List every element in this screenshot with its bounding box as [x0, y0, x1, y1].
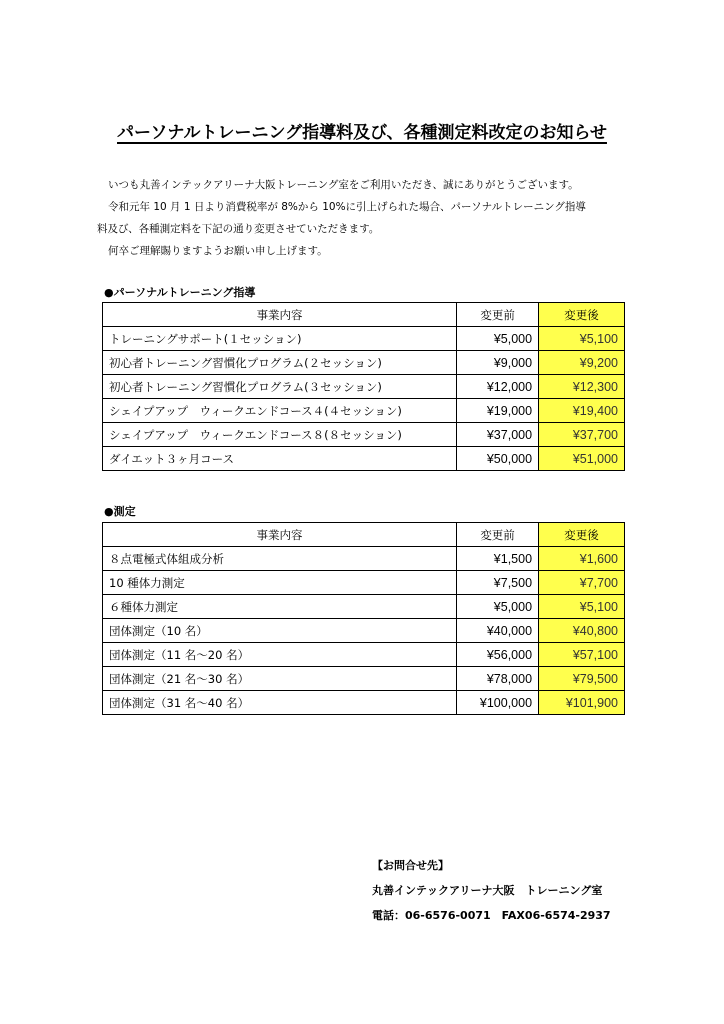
- row-after: ¥5,100: [539, 327, 625, 351]
- intro-line-4: 何卒ご理解賜りますようお願い申し上げます。: [108, 245, 328, 257]
- row-item: シェイプアップ ウィークエンドコース８(８セッション): [103, 423, 457, 447]
- table-row: [103, 399, 625, 423]
- page-title-text: パーソナルトレーニング指導料及び、各種測定料改定のお知らせ: [117, 123, 607, 143]
- row-after: ¥51,000: [539, 447, 625, 471]
- row-after: ¥57,100: [539, 643, 625, 667]
- row-item: 団体測定（10 名）: [103, 619, 457, 643]
- header-before: 変更前: [457, 303, 539, 327]
- table-row: [103, 643, 625, 667]
- row-item: 初心者トレーニング習慣化プログラム(２セッション): [103, 351, 457, 375]
- row-before: ¥5,000: [457, 327, 539, 351]
- header-item: 事業内容: [103, 523, 457, 547]
- intro-line-2: 令和元年 10 月 1 日より消費税率が 8%から 10%に引上げられた場合、パーソナルトレーニング指導: [108, 201, 586, 213]
- table-row: [103, 691, 625, 715]
- row-item: 団体測定（31 名～40 名）: [103, 691, 457, 715]
- intro-line-3: 料及び、各種測定料を下記の通り変更させていただきます。: [97, 223, 380, 235]
- table-row: [103, 423, 625, 447]
- table-row: [103, 375, 625, 399]
- row-item: 初心者トレーニング習慣化プログラム(３セッション): [103, 375, 457, 399]
- contact-heading: 【お問合せ先】: [372, 859, 449, 872]
- table-header-row: [103, 303, 625, 327]
- row-before: ¥50,000: [457, 447, 539, 471]
- row-before: ¥9,000: [457, 351, 539, 375]
- contact-phone: 電話：06-6576-0071 FAX06-6574-2937: [372, 909, 611, 922]
- row-before: ¥40,000: [457, 619, 539, 643]
- row-item: ６種体力測定: [103, 595, 457, 619]
- table-row: [103, 327, 625, 351]
- intro-line-1: いつも丸善インテックアリーナ大阪トレーニング室をご利用いただき、誠にありがとうございます。: [108, 179, 579, 191]
- row-before: ¥56,000: [457, 643, 539, 667]
- table-row: [103, 595, 625, 619]
- header-before: 変更前: [457, 523, 539, 547]
- row-before: ¥37,000: [457, 423, 539, 447]
- row-after: ¥19,400: [539, 399, 625, 423]
- intro-paragraph: [97, 174, 637, 262]
- measurement-heading: ●測定: [104, 505, 136, 518]
- row-before: ¥12,000: [457, 375, 539, 399]
- page-title: [0, 118, 724, 143]
- header-after: 変更後: [539, 303, 625, 327]
- row-after: ¥9,200: [539, 351, 625, 375]
- row-after: ¥1,600: [539, 547, 625, 571]
- row-item: ８点電極式体組成分析: [103, 547, 457, 571]
- row-item: シェイプアップ ウィークエンドコース４(４セッション): [103, 399, 457, 423]
- row-before: ¥1,500: [457, 547, 539, 571]
- row-item: 10 種体力測定: [103, 571, 457, 595]
- table-row: [103, 351, 625, 375]
- row-after: ¥5,100: [539, 595, 625, 619]
- row-item: 団体測定（11 名～20 名）: [103, 643, 457, 667]
- table-row: [103, 667, 625, 691]
- contact-name: 丸善インテックアリーナ大阪 トレーニング室: [372, 884, 603, 897]
- row-before: ¥7,500: [457, 571, 539, 595]
- table-row: [103, 447, 625, 471]
- header-after: 変更後: [539, 523, 625, 547]
- contact-block: [372, 853, 611, 928]
- row-after: ¥40,800: [539, 619, 625, 643]
- row-before: ¥19,000: [457, 399, 539, 423]
- row-item: ダイエット３ヶ月コース: [103, 447, 457, 471]
- row-before: ¥5,000: [457, 595, 539, 619]
- row-item: 団体測定（21 名～30 名）: [103, 667, 457, 691]
- row-before: ¥78,000: [457, 667, 539, 691]
- row-after: ¥7,700: [539, 571, 625, 595]
- row-before: ¥100,000: [457, 691, 539, 715]
- row-after: ¥37,700: [539, 423, 625, 447]
- personal-training-table: [102, 302, 625, 471]
- row-item: トレーニングサポート(１セッション): [103, 327, 457, 351]
- row-after: ¥101,900: [539, 691, 625, 715]
- table-row: [103, 571, 625, 595]
- personal-training-heading: ●パーソナルトレーニング指導: [104, 286, 256, 299]
- measurement-table: [102, 522, 625, 715]
- table-header-row: [103, 523, 625, 547]
- row-after: ¥12,300: [539, 375, 625, 399]
- table-row: [103, 547, 625, 571]
- header-item: 事業内容: [103, 303, 457, 327]
- row-after: ¥79,500: [539, 667, 625, 691]
- table-row: [103, 619, 625, 643]
